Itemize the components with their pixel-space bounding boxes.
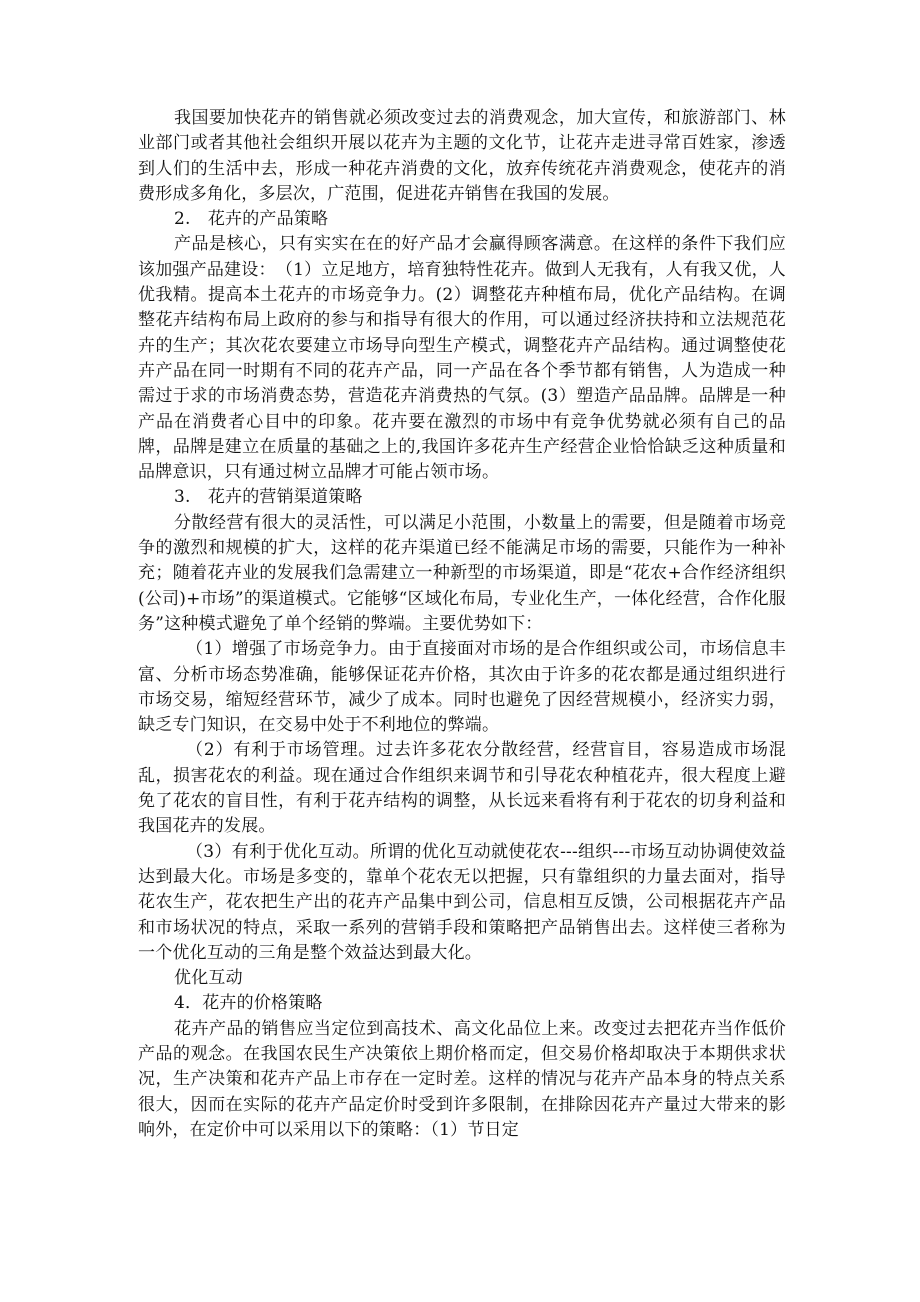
paragraph-consumption-concept: 我国要加快花卉的销售就必须改变过去的消费观念，加大宣传，和旅游部门、林业部门或者其他社会组织开展以花卉为主题的文化节，让花卉走进寻常百姓家，渗透到人们的生活中去，形成一种花卉消费的文化，放弃传统花卉消费观念，使花卉的消费形成多角化，多层次，广范围，促进花卉销售在我国的发展。	[138, 108, 786, 204]
paragraph-price-strategy: 花卉产品的销售应当定位到高技术、高文化品位上来。改变过去把花卉当作低价产品的观念。在我国农民生产决策依上期价格而定，但交易价格却取决于本期供求状况，生产决策和花卉产品上市存在一定时差。这样的情况与花卉产品本身的特点关系很大，因而在实际的花卉产品定价时受到许多限制，在排除因花卉产量过大带来的影响外，在定价中可以采用以下的策略：（1）节日定	[138, 1018, 786, 1140]
list-item-competitiveness: （1）增强了市场竞争力。由于直接面对市场的是合作组织或公司，市场信息丰富、分析市场态势准确，能够保证花卉价格，其次由于许多的花农都是通过组织进行市场交易，缩短经营环节，减少了成本。同时也避免了因经营规模小，经济实力弱，缺乏专门知识，在交易中处于不利地位的弊端。	[138, 639, 786, 736]
heading-interaction-label: 优化互动	[174, 968, 243, 989]
document-body	[138, 106, 786, 1143]
list-item-market-management: （2）有利于市场管理。过去许多花农分散经营，经营盲目，容易造成市场混乱，损害花农的利益。现在通过合作组织来调节和引导花农种植花卉，很大程度上避免了花农的盲目性，有利于花卉结构的调整，从长远来看将有利于花农的切身利益和我国花卉的发展。	[138, 740, 786, 837]
list-item-interaction: （3）有利于优化互动。所谓的优化互动就使花农---组织---市场互动协调使效益达到最大化。市场是多变的，靠单个花农无以把握，只有靠组织的力量去面对，指导花农生产，花农把生产出的花卉产品集中到公司，信息相互反馈，公司根据花卉产品和市场状况的特点，采取一系列的营销手段和策略把产品销售出去。这样使三者称为一个优化互动的三角是整个效益达到最大化。	[138, 841, 786, 963]
heading-price-strategy: 4．花卉的价格策略	[174, 993, 323, 1014]
heading-channel-strategy: 3. 花卉的营销渠道策略	[174, 487, 363, 508]
paragraph-channel-strategy: 分散经营有很大的灵活性，可以满足小范围，小数量上的需要，但是随着市场竞争的激烈和规模的扩大，这样的花卉渠道已经不能满足市场的需要，只能作为一种补充；随着花卉业的发展我们急需建立一种新型的市场渠道，即是“花农+合作经济组织(公司)+市场”的渠道模式。它能够“区域化布局，专业化生产，一体化经营，合作化服务”这种模式避免了单个经销的弊端。主要优势如下：	[138, 512, 786, 634]
heading-product-strategy: 2. 花卉的产品策略	[174, 209, 329, 230]
paragraph-product-strategy: 产品是核心，只有实实在在的好产品才会赢得顾客满意。在这样的条件下我们应该加强产品建设： （1）立足地方，培育独特性花卉。做到人无我有，人有我又优，人优我精。提高本土花卉的市场竞争力。(2）调整花卉种植布局，优化产品结构。在调整花卉结构布局上政府的参与和指导有很大的作用，可以通过经济扶持和立法规范花卉的生产；其次花农要建立市场导向型生产模式，调整花卉产品结构。通过调整使花卉产品在同一时期有不同的花卉产品，同一产品在各个季节都有销售，人为造成一种需过于求的市场消费态势，营造花卉消费热的气氛。(3）塑造产品品牌。品牌是一种产品在消费者心目中的印象。花卉要在激烈的市场中有竞争优势就必须有自己的品牌，品牌是建立在质量的基础之上的,我国许多花卉生产经营企业恰恰缺乏这种质量和品牌意识，只有通过树立品牌才可能占领市场。	[138, 234, 786, 483]
